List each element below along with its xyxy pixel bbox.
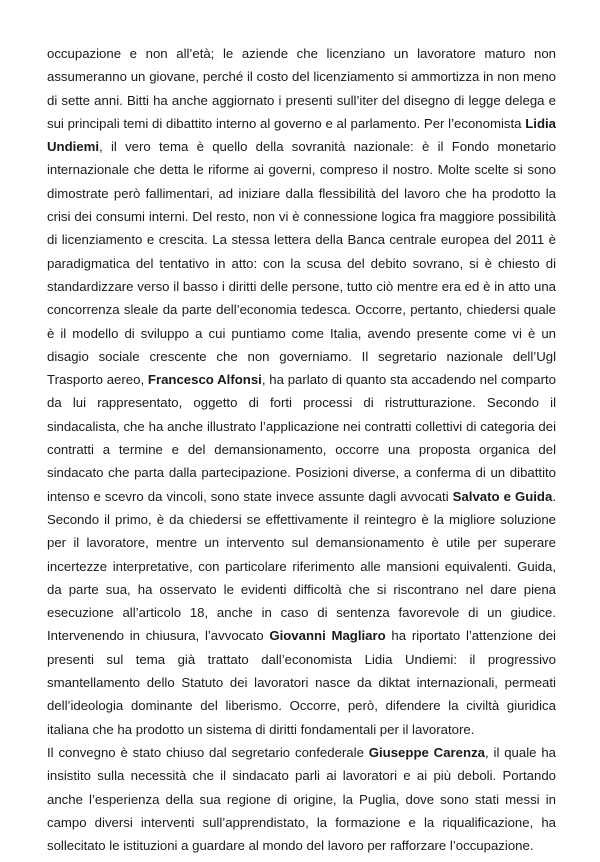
text-segment: , il vero tema è quello della sovranità nazionale: è il Fondo monetario internazionale che detta le riforme ai governi, compreso il nostro. Molte scelte si sono dimostrate però fallimentari, ad iniziare dalla flessibilità del lavoro che ha prodotto la crisi dei consumi interni. Del resto, non vi è connessione logica fra maggiore possibilità di licenziamento e crescita. La stessa lettera della Banca centrale europea del 2011 è paradigmatica del tentativo in atto: con la scusa del debito sovrano, si è chiesto di standardizzare verso il basso i diritti delle persone, tutto ciò mentre era ed è in atto una concorrenza sleale da parte dell’economia tedesca. Occorre, pertanto, chiedersi quale è il modello di sviluppo a cui puntiamo come Italia, avendo presente come vi è un disagio sociale crescente che non governiamo. Il segretario nazionale dell’Ugl Trasporto aereo, <box>47 139 556 388</box>
paragraph-body <box>47 42 556 741</box>
person-name-giuseppe-carenza: Giuseppe Carenza <box>368 744 485 760</box>
text-segment: occupazione e non all’età; le aziende che licenziano un lavoratore maturo non assumeranno un giovane, perché il costo del licenziamento si ammortizza in non meno di sette anni. Bitti ha anche aggiornato i presenti sull’iter del disegno di legge delega e sui principali temi di dibattito interno al governo e al parlamento. Per l’economista <box>47 46 556 131</box>
text-segment: , ha parlato di quanto sta accadendo nel comparto da lui rappresentato, oggetto di forti processi di ristrutturazione. Secondo il sindacalista, che ha anche illustrato l’applicazione nei contratti collettivi di categoria dei contratti a termine e del demansionamento, occorre una proposta organica del sindacato che parta dalla partecipazione. Posizioni diverse, a conferma di un dibattito intenso e scevro da vincoli, sono state invece assunte dagli avvocati <box>47 372 556 504</box>
paragraph-closing <box>47 741 556 857</box>
person-name-giovanni-magliaro: Giovanni Magliaro <box>269 628 386 644</box>
person-name-lidia-undiemi: Lidia Undiemi <box>47 115 556 155</box>
text-segment: ha riportato l’attenzione dei presenti sul tema già trattato dall’economista Lidia Undiemi: il progressivo smantellamento dello Statuto dei lavoratori nasce da diktat internazionali, permeati dell’ideologia dominante del liberismo. Occorre, però, difendere la civiltà giuridica italiana che ha prodotto un sistema di diritti fondamentali per il lavoratore. <box>47 628 556 737</box>
text-segment: . Secondo il primo, è da chiedersi se effettivamente il reintegro è la migliore soluzione per il lavoratore, mentre un intervento sul demansionamento è utile per superare incertezze interpretative, con particolare riferimento alle mansioni equivalenti. Guida, da parte sua, ha osservato le evidenti difficoltà che si riscontrano nel dare piena esecuzione all’articolo 18, anche in caso di sentenza favorevole di un giudice. Intervenendo in chiusura, l’avvocato <box>47 488 556 644</box>
text-segment: Il convegno è stato chiuso dal segretario confederale <box>47 744 369 760</box>
person-name-salvato-guida: Salvato e Guida <box>452 488 553 504</box>
text-segment: , il quale ha insistito sulla necessità che il sindacato parli ai lavoratori e ai più deboli. Portando anche l’esperienza della sua regione di origine, la Puglia, dove sono stati messi in campo diversi interventi sull’apprendistato, la formazione e la riqualificazione, ha sollecitato le istituzioni a guardare al mondo del lavoro per rafforzare l’occupazione. <box>47 744 556 854</box>
document-page <box>47 42 556 857</box>
person-name-francesco-alfonsi: Francesco Alfonsi <box>147 372 262 388</box>
